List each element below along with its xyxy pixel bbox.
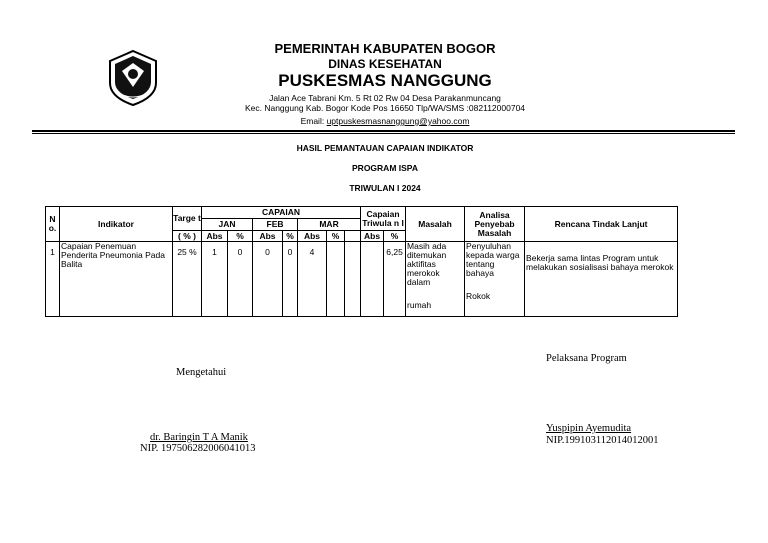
address-line-1: Jalan Ace Tabrani Km. 5 Rt 02 Rw 04 Desa Parakanmuncang [269,93,501,103]
row-masalah-text-2: rumah [407,300,432,310]
header-capaian: CAPAIAN [202,207,361,219]
table-row [46,242,678,317]
signature-left-nip: NIP. 197506282006041013 [140,443,256,454]
email-line [200,116,570,126]
header-capaian-triwulan: Capaian Triwula n I [361,207,406,231]
indicator-table [45,206,678,317]
row-mar-pad [345,242,361,317]
row-no: 1 [46,242,60,317]
row-target: 25 % [173,242,202,317]
header-tw-abs: Abs [361,231,384,242]
header-jan-abs: Abs [202,231,228,242]
row-masalah [406,242,465,317]
header-jan-pct: % [228,231,253,242]
header-jan: JAN [202,219,253,231]
row-indikator: Capaian Penemuan Penderita Pneumonia Pada Balita [60,242,173,317]
header-rule-thick [32,130,735,132]
row-feb-abs: 0 [253,242,283,317]
letterhead-puskesmas: PUSKESMAS NANGGUNG [278,71,492,90]
program-title: PROGRAM ISPA [352,163,418,173]
row-jan-pct: 0 [228,242,253,317]
header-mar-pad [345,231,361,242]
row-masalah-text: Masih ada ditemukan aktifitas merokok dalam [407,241,447,287]
header-target: Targe t [173,207,202,231]
header-feb-abs: Abs [253,231,283,242]
row-analisa-text: Penyuluhan kepada warga tentang bahaya [466,241,520,278]
email-label: Email: [300,116,327,126]
signature-left-name: dr. Baringin T A Manik [150,432,248,443]
header-tw-pct: % [384,231,406,242]
letterhead-department: DINAS KESEHATAN [328,57,442,71]
row-tw-pct: 6,25 [384,242,406,317]
signature-right-nip: NIP.199103112014012001 [546,435,659,446]
row-mar-pct [327,242,345,317]
signature-right-label: Pelaksana Program [546,353,627,364]
header-target-pct: ( % ) [173,231,202,242]
address-line-2: Kec. Nanggung Kab. Bogor Kode Pos 16650 Tlp/WA/SMS :082112000704 [244,103,526,113]
row-jan-abs: 1 [202,242,228,317]
row-mar-abs: 4 [298,242,327,317]
report-title: HASIL PEMANTAUAN CAPAIAN INDIKATOR [296,143,474,153]
header-indikator: Indikator [60,207,173,242]
row-rencana: Bekerja sama lintas Program untuk melakukan sosialisasi bahaya merokok [525,242,678,317]
row-analisa-text-2: Rokok [466,291,491,301]
header-rule-thin [32,133,735,134]
header-no: N o. [46,207,60,242]
row-tw-abs [361,242,384,317]
email-link[interactable]: uptpuskesmasnanggung@yahoo.com [326,116,470,126]
header-masalah: Masalah [406,207,465,242]
header-mar-abs: Abs [298,231,327,242]
header-mar-pct: % [327,231,345,242]
period-title: TRIWULAN I 2024 [349,183,421,193]
header-feb: FEB [253,219,298,231]
signature-right-name: Yuspipin Ayemudita [546,423,632,434]
kabupaten-bogor-logo [106,49,160,107]
letterhead-government: PEMERINTAH KABUPATEN BOGOR [274,41,496,56]
row-feb-pct: 0 [283,242,298,317]
header-analisa: Analisa Penyebab Masalah [465,207,525,242]
header-mar: MAR [298,219,361,231]
header-feb-pct: % [283,231,298,242]
signature-left-label: Mengetahui [176,367,227,378]
header-rencana: Rencana Tindak Lanjut [525,207,678,242]
row-analisa [465,242,525,317]
